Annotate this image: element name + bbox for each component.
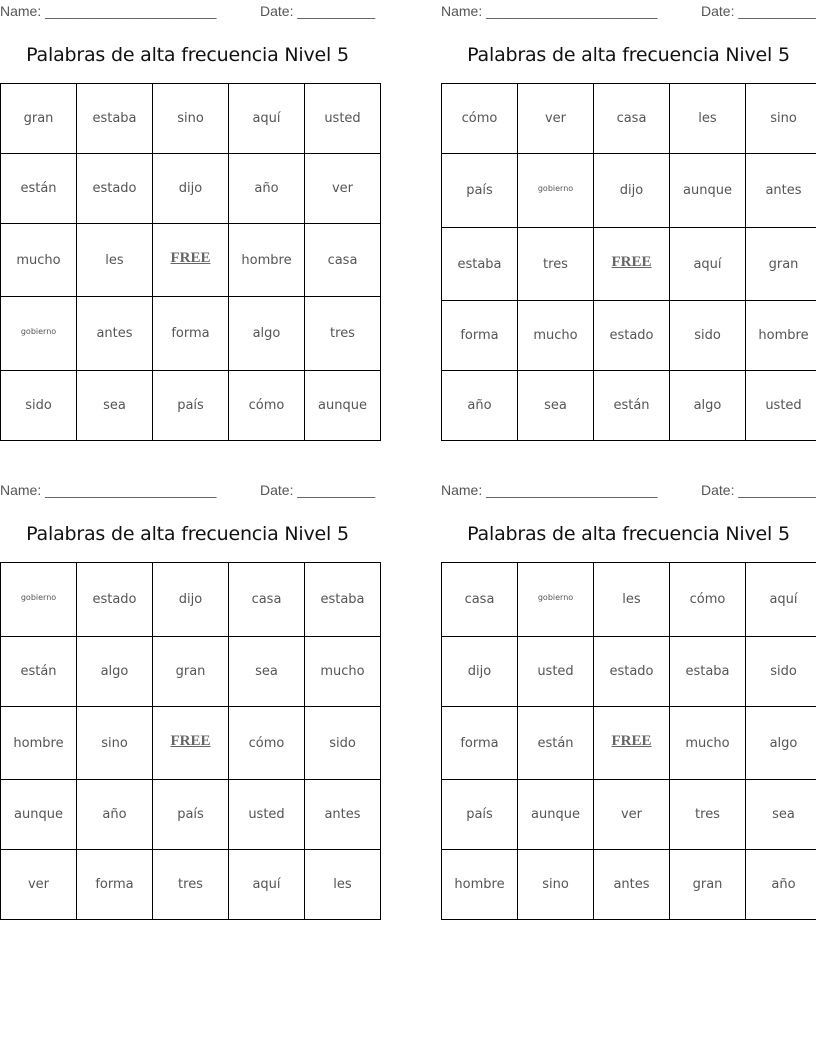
- grid-cell: les: [305, 850, 381, 920]
- grid-cell: año: [746, 850, 816, 920]
- grid-cell: gobierno: [518, 154, 594, 228]
- grid-cell: tres: [305, 297, 381, 371]
- grid-cell: sido: [1, 371, 77, 441]
- grid-cell: tres: [153, 850, 229, 920]
- grid-row: [1, 780, 381, 850]
- grid-cell: casa: [442, 563, 518, 637]
- grid-cell: usted: [229, 780, 305, 850]
- grid-row: [1, 371, 381, 441]
- grid-row: [442, 637, 816, 707]
- grid-cell: hombre: [442, 850, 518, 920]
- grid-cell: gobierno: [518, 563, 594, 637]
- grid-cell: sea: [77, 371, 153, 441]
- grid-cell: forma: [153, 297, 229, 371]
- grid-row: [1, 563, 381, 637]
- grid-cell: estado: [594, 637, 670, 707]
- name-field-label: Name: ______________________: [0, 482, 217, 498]
- free-space-cell: FREE: [153, 707, 229, 780]
- grid-cell: año: [77, 780, 153, 850]
- grid-cell: año: [229, 154, 305, 224]
- grid-cell: usted: [305, 84, 381, 154]
- grid-cell: ver: [1, 850, 77, 920]
- grid-cell: usted: [746, 371, 816, 441]
- grid-cell: estaba: [442, 228, 518, 301]
- grid-cell: aquí: [229, 84, 305, 154]
- grid-cell: algo: [670, 371, 746, 441]
- grid-row: [442, 371, 816, 441]
- grid-row: [1, 707, 381, 780]
- grid-cell: mucho: [305, 637, 381, 707]
- grid-cell: antes: [594, 850, 670, 920]
- date-field-label: Date: __________: [701, 3, 816, 19]
- grid-cell: sino: [518, 850, 594, 920]
- card-title: Palabras de alta frecuencia Nivel 5: [467, 44, 790, 66]
- bingo-grid: [0, 562, 381, 920]
- grid-row: [1, 224, 381, 297]
- grid-cell: gobierno: [1, 563, 77, 637]
- grid-row: [1, 637, 381, 707]
- grid-cell: aquí: [670, 228, 746, 301]
- grid-cell: están: [594, 371, 670, 441]
- grid-cell: gran: [670, 850, 746, 920]
- grid-cell: estaba: [670, 637, 746, 707]
- free-space-cell: FREE: [153, 224, 229, 297]
- grid-cell: sido: [305, 707, 381, 780]
- grid-cell: mucho: [518, 301, 594, 371]
- name-field-label: Name: ______________________: [441, 3, 658, 19]
- grid-cell: algo: [746, 707, 816, 780]
- grid-cell: aunque: [670, 154, 746, 228]
- grid-cell: dijo: [153, 154, 229, 224]
- grid-row: [1, 154, 381, 224]
- grid-cell: sino: [77, 707, 153, 780]
- grid-cell: casa: [229, 563, 305, 637]
- grid-cell: dijo: [442, 637, 518, 707]
- grid-row: [442, 780, 816, 850]
- grid-cell: cómo: [229, 707, 305, 780]
- grid-cell: cómo: [229, 371, 305, 441]
- bingo-card-2: [441, 0, 816, 435]
- grid-cell: gran: [153, 637, 229, 707]
- bingo-grid: [0, 83, 381, 441]
- grid-cell: país: [153, 780, 229, 850]
- bingo-card-3: [0, 479, 375, 914]
- grid-cell: mucho: [1, 224, 77, 297]
- grid-cell: estado: [77, 154, 153, 224]
- grid-cell: gran: [746, 228, 816, 301]
- grid-cell: forma: [442, 301, 518, 371]
- grid-cell: casa: [305, 224, 381, 297]
- grid-cell: usted: [518, 637, 594, 707]
- grid-cell: les: [670, 84, 746, 154]
- grid-cell: sido: [746, 637, 816, 707]
- grid-row: [442, 301, 816, 371]
- grid-cell: tres: [670, 780, 746, 850]
- grid-cell: aunque: [305, 371, 381, 441]
- grid-cell: cómo: [442, 84, 518, 154]
- grid-cell: país: [442, 780, 518, 850]
- grid-cell: antes: [77, 297, 153, 371]
- grid-cell: sea: [746, 780, 816, 850]
- grid-cell: hombre: [229, 224, 305, 297]
- grid-cell: dijo: [594, 154, 670, 228]
- bingo-grid: [441, 562, 816, 920]
- grid-cell: estado: [77, 563, 153, 637]
- grid-cell: sino: [746, 84, 816, 154]
- grid-cell: sea: [229, 637, 305, 707]
- bingo-card-1: [0, 0, 375, 435]
- grid-cell: aquí: [746, 563, 816, 637]
- grid-cell: algo: [229, 297, 305, 371]
- grid-cell: ver: [518, 84, 594, 154]
- grid-row: [442, 563, 816, 637]
- grid-cell: gran: [1, 84, 77, 154]
- grid-cell: aquí: [229, 850, 305, 920]
- grid-cell: cómo: [670, 563, 746, 637]
- grid-cell: están: [518, 707, 594, 780]
- grid-row: [442, 850, 816, 920]
- grid-row: [442, 154, 816, 228]
- grid-cell: ver: [305, 154, 381, 224]
- grid-cell: hombre: [746, 301, 816, 371]
- grid-row: [442, 228, 816, 301]
- free-space-cell: FREE: [594, 228, 670, 301]
- grid-cell: ver: [594, 780, 670, 850]
- grid-cell: estado: [594, 301, 670, 371]
- grid-row: [442, 84, 816, 154]
- grid-cell: están: [1, 154, 77, 224]
- grid-row: [1, 84, 381, 154]
- grid-cell: gobierno: [1, 297, 77, 371]
- grid-cell: sea: [518, 371, 594, 441]
- grid-row: [1, 850, 381, 920]
- bingo-grid: [441, 83, 816, 441]
- free-space-cell: FREE: [594, 707, 670, 780]
- grid-cell: estaba: [305, 563, 381, 637]
- grid-cell: país: [442, 154, 518, 228]
- name-field-label: Name: ______________________: [0, 3, 217, 19]
- card-title: Palabras de alta frecuencia Nivel 5: [467, 523, 790, 545]
- grid-cell: sino: [153, 84, 229, 154]
- grid-row: [1, 297, 381, 371]
- bingo-card-4: [441, 479, 816, 914]
- grid-cell: les: [77, 224, 153, 297]
- grid-cell: tres: [518, 228, 594, 301]
- grid-cell: país: [153, 371, 229, 441]
- date-field-label: Date: __________: [260, 482, 376, 498]
- grid-cell: algo: [77, 637, 153, 707]
- grid-cell: aunque: [1, 780, 77, 850]
- grid-cell: casa: [594, 84, 670, 154]
- grid-cell: forma: [442, 707, 518, 780]
- grid-cell: antes: [746, 154, 816, 228]
- grid-cell: están: [1, 637, 77, 707]
- grid-cell: sido: [670, 301, 746, 371]
- grid-cell: forma: [77, 850, 153, 920]
- name-field-label: Name: ______________________: [441, 482, 658, 498]
- grid-cell: antes: [305, 780, 381, 850]
- date-field-label: Date: __________: [701, 482, 816, 498]
- grid-cell: les: [594, 563, 670, 637]
- card-title: Palabras de alta frecuencia Nivel 5: [26, 523, 349, 545]
- grid-cell: aunque: [518, 780, 594, 850]
- grid-cell: hombre: [1, 707, 77, 780]
- grid-cell: año: [442, 371, 518, 441]
- grid-cell: estaba: [77, 84, 153, 154]
- grid-cell: mucho: [670, 707, 746, 780]
- date-field-label: Date: __________: [260, 3, 376, 19]
- card-title: Palabras de alta frecuencia Nivel 5: [26, 44, 349, 66]
- grid-row: [442, 707, 816, 780]
- grid-cell: dijo: [153, 563, 229, 637]
